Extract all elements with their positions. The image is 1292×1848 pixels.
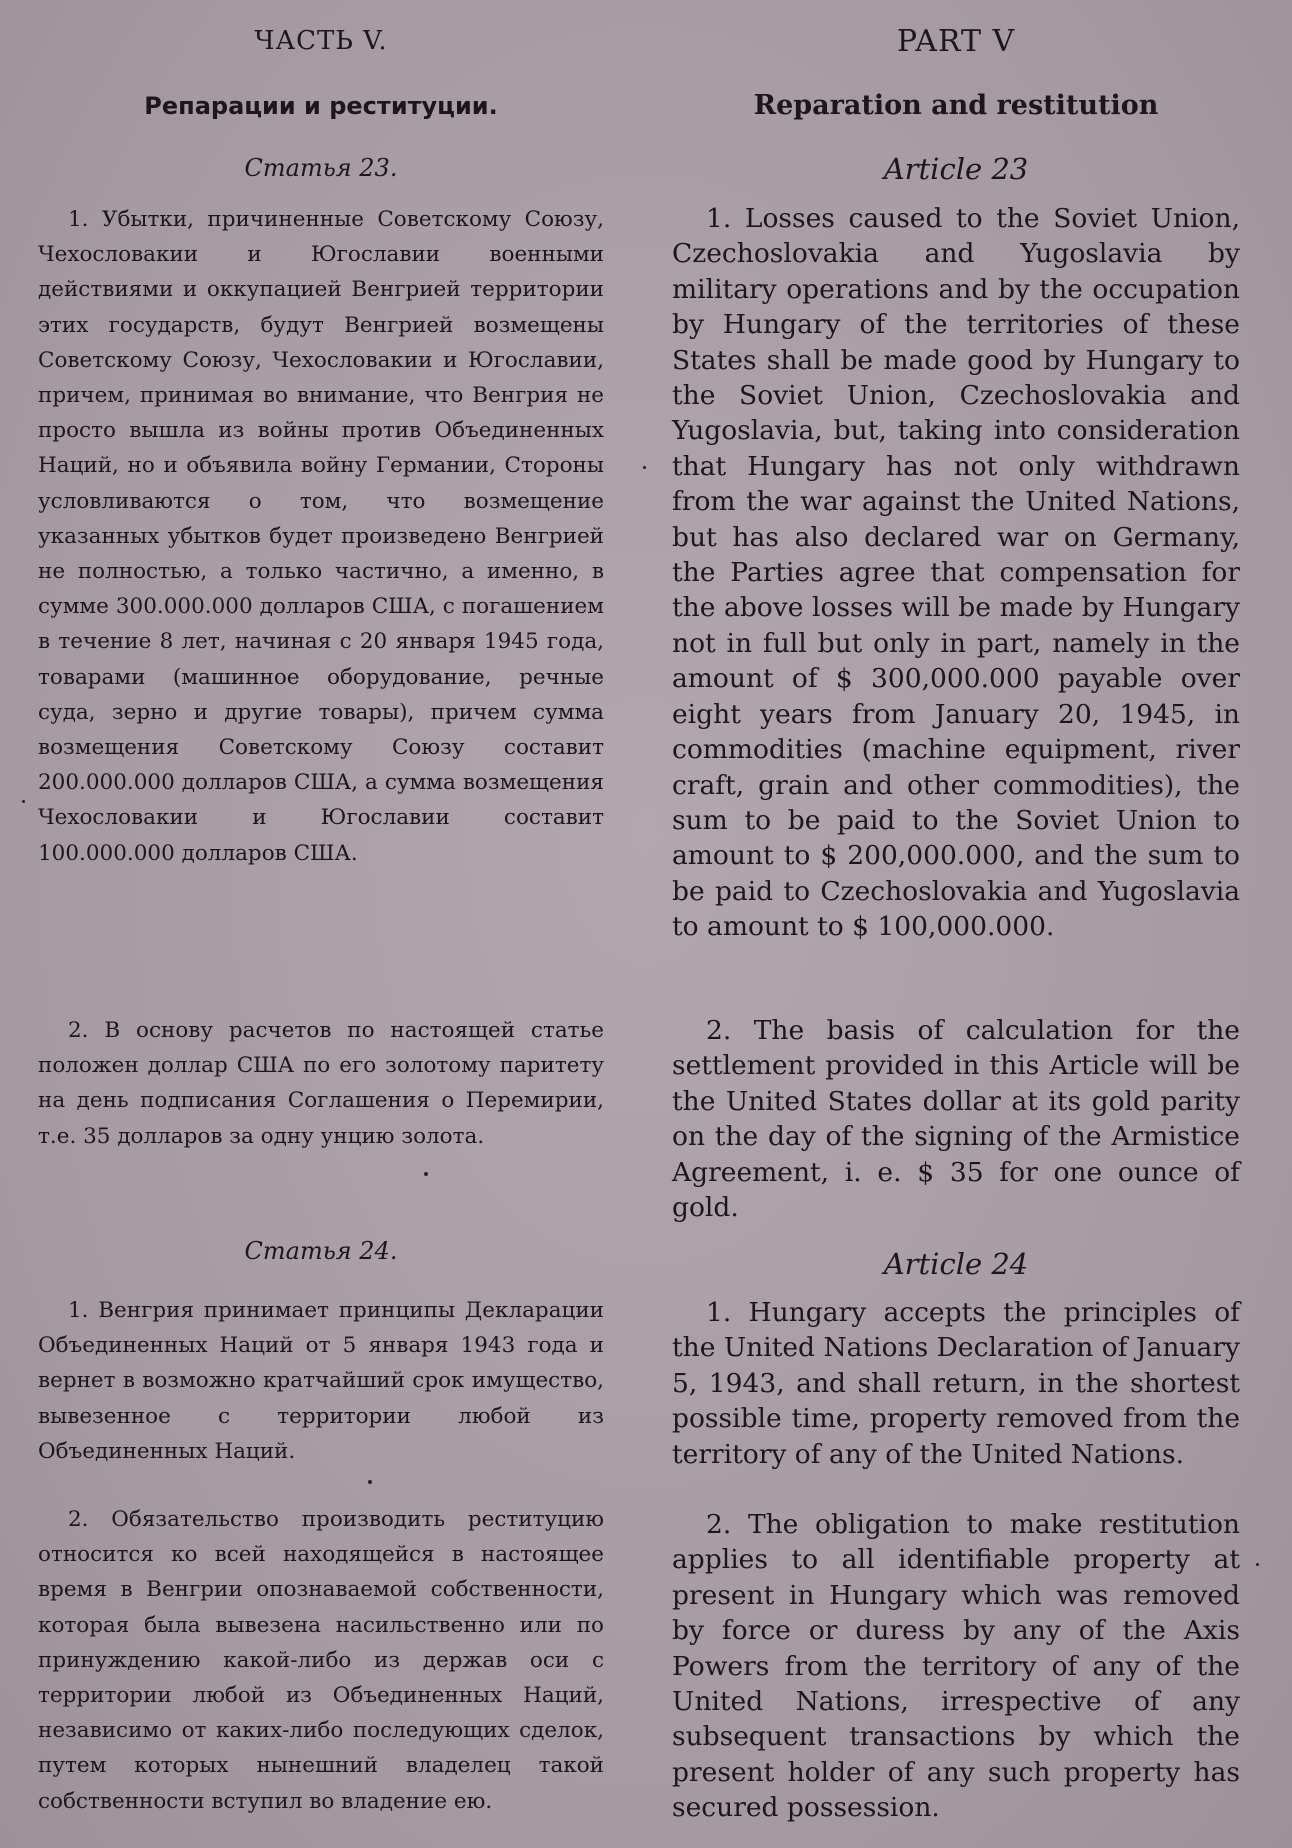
russian-article-23-paragraph-1: 1. Убытки, причиненные Советскому Союзу, Чехословакии и Югославии военными действиями и оккупацией Венгрией территории этих государств, будут Венгрией возмещены Советскому Союзу, Чехословакии и Югославии, причем, принимая во внимание, что Венгрия не просто вышла из войны против Объединенных Наций, но и объявила войну Германии, Стороны условливаются о том, что возмещение указанных убытков будет произведено Венгрией не полностью, а только частично, а именно, в сумме 300.000.000 долларов США, с погашением в течение 8 лет, начиная с 20 января 1945 года, товарами (машинное оборудование, речные суда, зерно и другие товары), причем сумма возмещения Советскому Союзу составит 200.000.000 долларов США, а сумма возмещения Чехословакии и Югославии составит 100.000.000 долларов США. <box>38 207 604 866</box>
russian-article-24-heading: Статья 24. <box>244 1237 398 1265</box>
english-article-23-paragraph-2: 2. The basis of calculation for the settlement provided in this Article will be the United States dollar at its gold parity on the day of the signing of the Armistice Agreement, i. e. $ 35 for one ounce of gold. <box>672 1015 1240 1224</box>
russian-article-23-paragraph-2: 2. В основу расчетов по настоящей статье положен доллар США по его золотому паритету на день подписания Соглашения о Перемирии, т.е. 35 долларов за одну унцию золота. <box>38 1018 604 1149</box>
english-article-24-heading: Article 24 <box>883 1247 1029 1281</box>
russian-article-23-heading: Статья 23. <box>244 154 398 182</box>
english-article-24-paragraph-1: 1. Hungary accepts the principles of the United Nations Declaration of January 5, 1943, and shall return, in the shortest possible time, property removed from the territory of any of the United Nations. <box>672 1297 1240 1470</box>
russian-section-title: Репарации и реституции. <box>144 92 498 120</box>
russian-article-24-paragraph-2: 2. Обязательство производить реституцию относится ко всей находящейся в настоящее время в Венгрии опознаваемой собственности, которая была вывезена насильственно или по принуждению какой-либо из держав оси с территории любой из Объединенных Наций, независимо от каких-либо последующих сделок, путем которых нынешний владелец такой собственности вступил во владение ею. <box>38 1507 604 1814</box>
ink-speck <box>368 1480 372 1484</box>
english-part-heading: PART V <box>896 24 1016 59</box>
english-article-23-paragraph-1: 1. Losses caused to the Soviet Union, Czechoslovakia and Yugoslavia by military operations and by the occupation by Hungary of the territories of these States shall be made good by Hungary to the Soviet Union, Czechoslovakia and Yugoslavia, but, taking into consideration that Hungary has not only withdrawn from the war against the United Nations, but has also declared war on Germany, the Parties agree that compensation for the above losses will be made by Hungary not in full but only in part, namely in the amount of $ 300,000.000 payable over eight years from January 20, 1945, in commodities (machine equipment, river craft, grain and other commodities), the sum to be paid to the Soviet Union to amount to $ 200,000.000, and the sum to be paid to Czechoslovakia and Yugoslavia to amount to $ 100,000.000. <box>672 203 1240 943</box>
ink-speck <box>1256 1563 1259 1566</box>
english-article-24-paragraph-2: 2. The obligation to make restitution applies to all identifiable property at present in Hungary which was removed by force or duress by any of the Axis Powers from the territory of any of the United Nations, irrespective of any subsequent transactions by which the present holder of any such property has secured possession. <box>672 1509 1240 1824</box>
ink-speck <box>643 466 646 469</box>
english-section-title: Reparation and restitution <box>753 90 1159 121</box>
english-article-23-heading: Article 23 <box>883 152 1029 186</box>
ink-speck <box>22 800 25 803</box>
russian-part-heading: ЧАСТЬ V. <box>254 26 388 56</box>
russian-article-24-paragraph-1: 1. Венгрия принимает принципы Декларации Объединенных Наций от 5 января 1943 года и вернет в возможно кратчайший срок имущество, вывезенное с территории любой из Объединенных Наций. <box>38 1298 604 1464</box>
ink-speck <box>424 1172 428 1176</box>
